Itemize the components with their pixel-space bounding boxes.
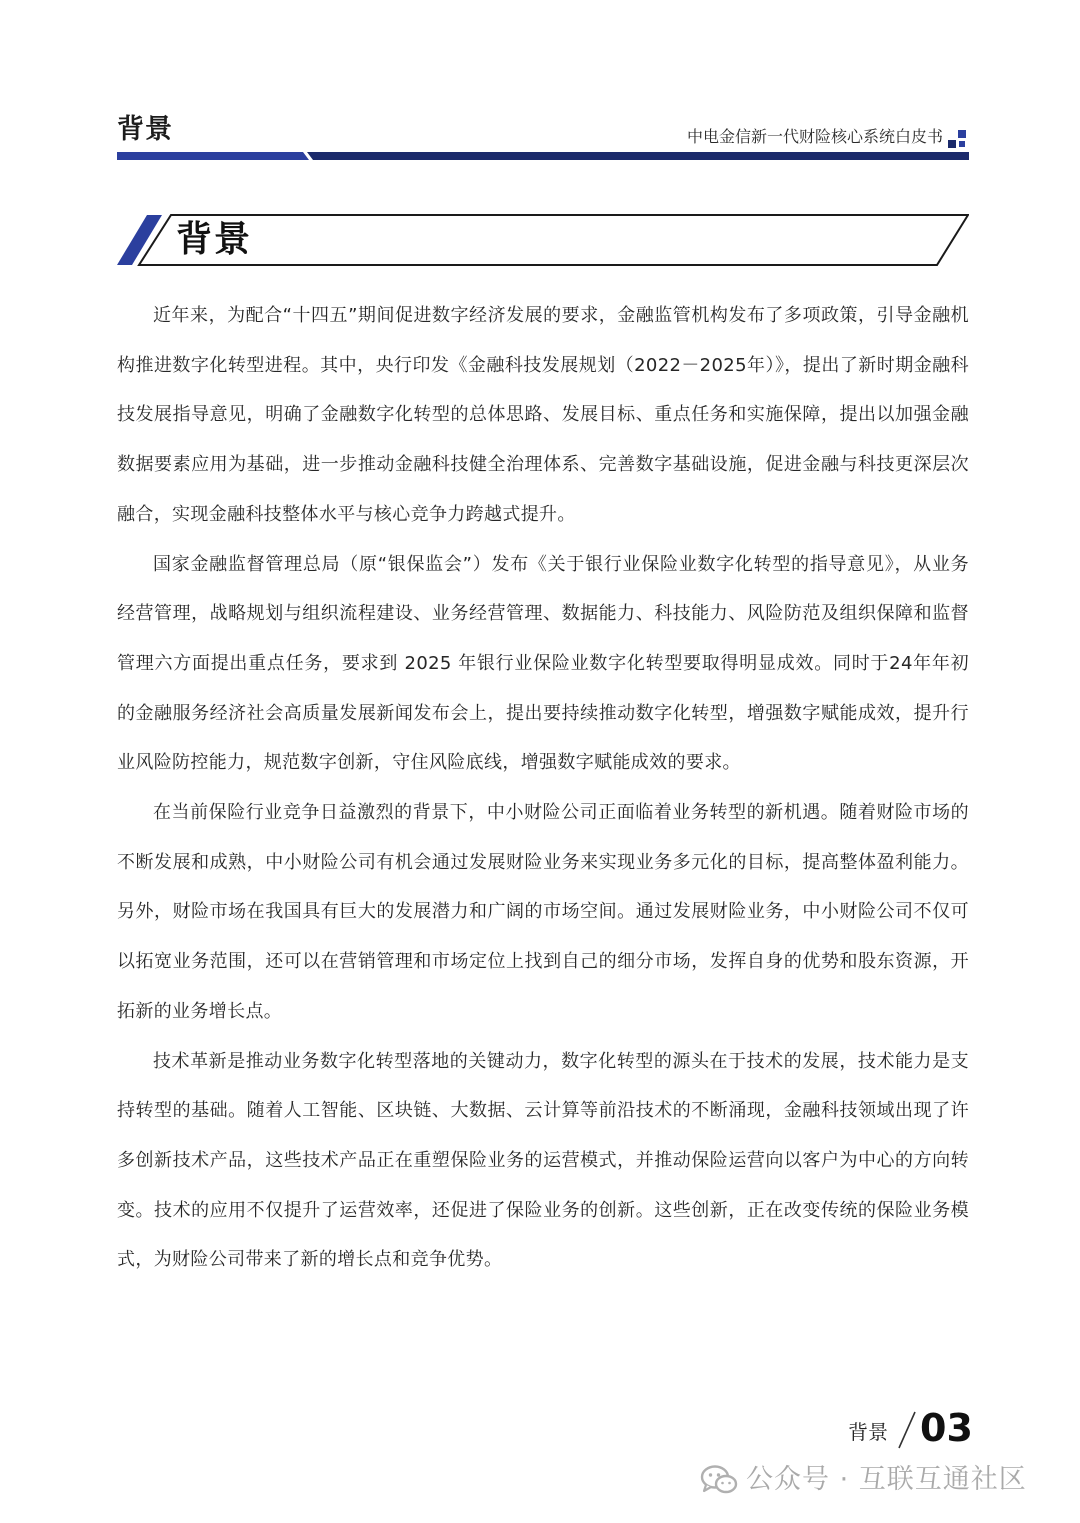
header-section-title: 背景 <box>117 114 173 145</box>
paragraph: 技术革新是推动业务数字化转型落地的关键动力，数字化转型的源头在于技术的发展，技术能力是支持转型的基础。随着人工智能、区块链、大数据、云计算等前沿技术的不断涌现，金融科技领域出现了许多创新技术产品，这些技术产品正在重塑保险业务的运营模式，并推动保险运营向以客户为中心的方向转变。技术的应用不仅提升了运营效率，还促进了保险业务的创新。这些创新，正在改变传统的保险业务模式，为财险公司带来了新的增长点和竞争优势。 <box>117 1050 969 1271</box>
paragraph: 在当前保险行业竞争日益激烈的背景下，中小财险公司正面临着业务转型的新机遇。随着财险市场的不断发展和成熟，中小财险公司有机会通过发展财险业务来实现业务多元化的目标，提高整体盈利能力。另外，财险市场在我国具有巨大的发展潜力和广阔的市场空间。通过发展财险业务，中小财险公司不仅可以拓宽业务范围，还可以在营销管理和市场定位上找到自己的细分市场，发挥自身的优势和股东资源，开拓新的业务增长点。 <box>117 802 969 1022</box>
footer-page-label: 背景 <box>848 1420 888 1444</box>
watermark <box>700 1460 1027 1500</box>
slash-divider-icon <box>896 1410 918 1450</box>
body-text <box>117 291 969 1285</box>
page-number: 03 <box>920 1406 973 1450</box>
paragraph: 国家金融监督管理总局（原“银保监会”）发布《关于银行业保险业数字化转型的指导意见》，从业务经营管理，战略规划与组织流程建设、业务经营管理、数据能力、科技能力、风险防范及组织保障和监督管理六方面提出重点任务，要求到 2025 年银行业保险业数字化转型要取得明显成效。同时于24年年初的金融服务经济社会高质量发展新闻发布会上，提出要持续推动数字化转型，增强数字赋能成效，提升行业风险防控能力，规范数字创新，守住风险底线，增强数字赋能成效的要求。 <box>117 553 969 774</box>
header-divider-bar <box>117 150 969 160</box>
watermark-text: 公众号 · 互联互通社区 <box>746 1464 1027 1495</box>
squares-logo-icon <box>946 128 968 150</box>
wechat-icon <box>700 1464 738 1496</box>
section-heading: 背景 <box>176 219 253 260</box>
paragraph: 近年来，为配合“十四五”期间促进数字经济发展的要求，金融监管机构发布了多项政策，引导金融机构推进数字化转型进程。其中，央行印发《金融科技发展规划（2022－2025年）》，提出了新时期金融科技发展指导意见，明确了金融数字化转型的总体思路、发展目标、重点任务和实施保障，提出以加强金融数据要素应用为基础，进一步推动金融科技健全治理体系、完善数字基础设施，促进金融与科技更深层次融合，实现金融科技整体水平与核心竞争力跨越式提升。 <box>117 305 969 525</box>
header-document-title: 中电金信新一代财险核心系统白皮书 <box>686 127 943 146</box>
